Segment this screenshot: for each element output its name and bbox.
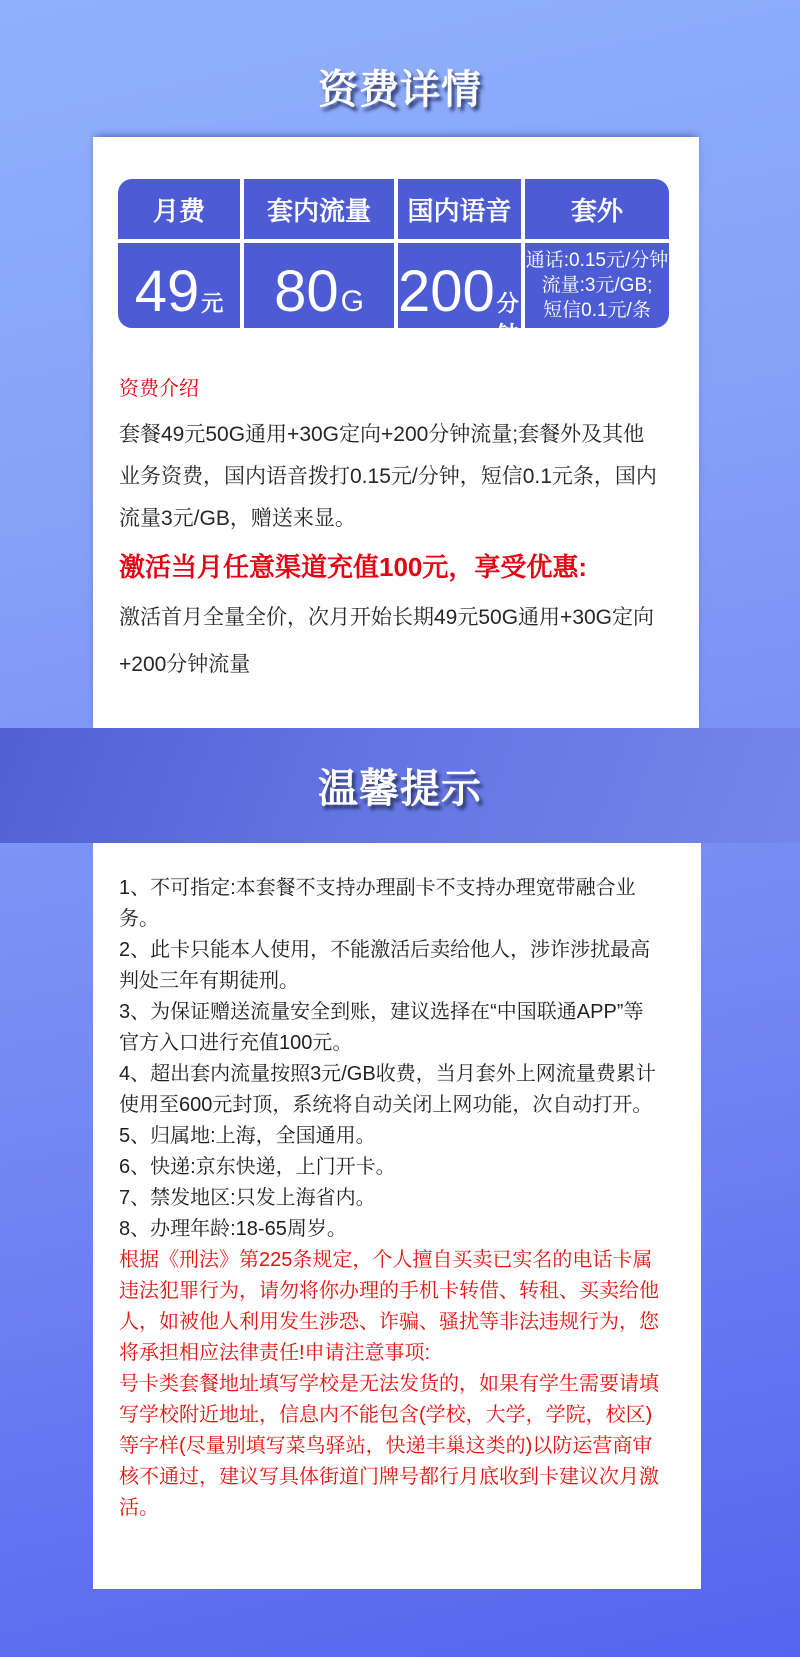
included-data-amount: 80 — [274, 259, 339, 324]
tariff-table-header-out-of-plan: 套外 — [525, 179, 669, 239]
recharge-promo-detail: 激活首月全量全价，次月开始长期49元50G通用+30G定向+200分钟流量 — [119, 606, 655, 676]
out-of-plan-call-rate: 通话:0.15元/分钟 — [525, 250, 669, 271]
recharge-promo-highlight: 激活当月任意渠道充值100元，享受优惠: — [119, 552, 588, 582]
tip-item-6: 6、快递:京东快递，上门开卡。 — [119, 1156, 396, 1178]
tariff-table-header-included-data: 套内流量 — [244, 179, 394, 239]
out-of-plan-data-rate: 流量:3元/GB; — [541, 275, 653, 296]
legal-warning-text: 根据《刑法》第225条规定，个人擅自买卖已实名的电话卡属违法犯罪行为，请勿将你办理的手机卡转借、转租、买卖给他人，如被他人利用发生涉恐、诈骗、骚扰等非法违规行为，您将承担相应法律责任!申请注意事项: — [119, 1249, 659, 1364]
tips-card — [93, 843, 701, 1589]
tip-item-1: 1、不可指定:本套餐不支持办理副卡不支持办理宽带融合业务。 — [119, 877, 636, 930]
address-notice-text: 号卡类套餐地址填写学校是无法发货的，如果有学生需要请填写学校附近地址，信息内不能包含(学校，大学，学院，校区)等字样(尽量别填写菜鸟驿站，快递丰巢这类的)以防运营商审核不通过，建议写具体街道门牌号都行月底收到卡建议次月激活。 — [119, 1373, 659, 1519]
tip-item-2: 2、此卡只能本人使用，不能激活后卖给他人，涉诈涉扰最高判处三年有期徒刑。 — [119, 939, 651, 992]
tip-item-8: 8、办理年龄:18-65周岁。 — [119, 1218, 347, 1240]
monthly-fee-amount: 49 — [134, 259, 200, 324]
monthly-fee-unit: 元 — [201, 291, 224, 316]
tips-list — [93, 843, 701, 1524]
tariff-value-monthly-fee — [118, 243, 240, 328]
tariff-table-header-domestic-voice: 国内语音 — [398, 179, 521, 239]
domestic-voice-amount: 200 — [398, 259, 495, 324]
tariff-value-out-of-plan — [525, 243, 669, 328]
tips-band — [0, 728, 800, 843]
included-data-unit: G — [340, 285, 364, 318]
tariff-intro-label: 资费介绍 — [119, 378, 199, 400]
tariff-card — [93, 137, 699, 730]
tip-item-4: 4、超出套内流量按照3元/GB收费，当月套外上网流量费累计使用至600元封顶，系统将自动关闭上网功能，次自动打开。 — [119, 1063, 656, 1116]
domestic-voice-unit: 分钟 — [496, 291, 519, 347]
tips-section-title: 温馨提示 — [318, 767, 482, 811]
tip-item-7: 7、禁发地区:只发上海省内。 — [119, 1187, 376, 1209]
tariff-table — [118, 179, 669, 347]
tariff-intro-text: 套餐49元50G通用+30G定向+200分钟流量;套餐外及其他业务资费，国内语音拨打0.15元/分钟，短信0.1元条，国内流量3元/GB，赠送来显。 — [119, 423, 657, 530]
tariff-value-domestic-voice — [398, 243, 521, 347]
tip-item-3: 3、为保证赠送流量安全到账，建议选择在“中国联通APP”等官方入口进行充值100元。 — [119, 1001, 644, 1054]
tariff-value-included-data — [244, 243, 394, 328]
tip-item-5: 5、归属地:上海，全国通用。 — [119, 1125, 376, 1147]
tariff-section-title: 资费详情 — [318, 68, 482, 112]
tariff-table-header-monthly-fee: 月费 — [118, 179, 240, 239]
out-of-plan-sms-rate: 短信0.1元/条 — [543, 300, 651, 321]
